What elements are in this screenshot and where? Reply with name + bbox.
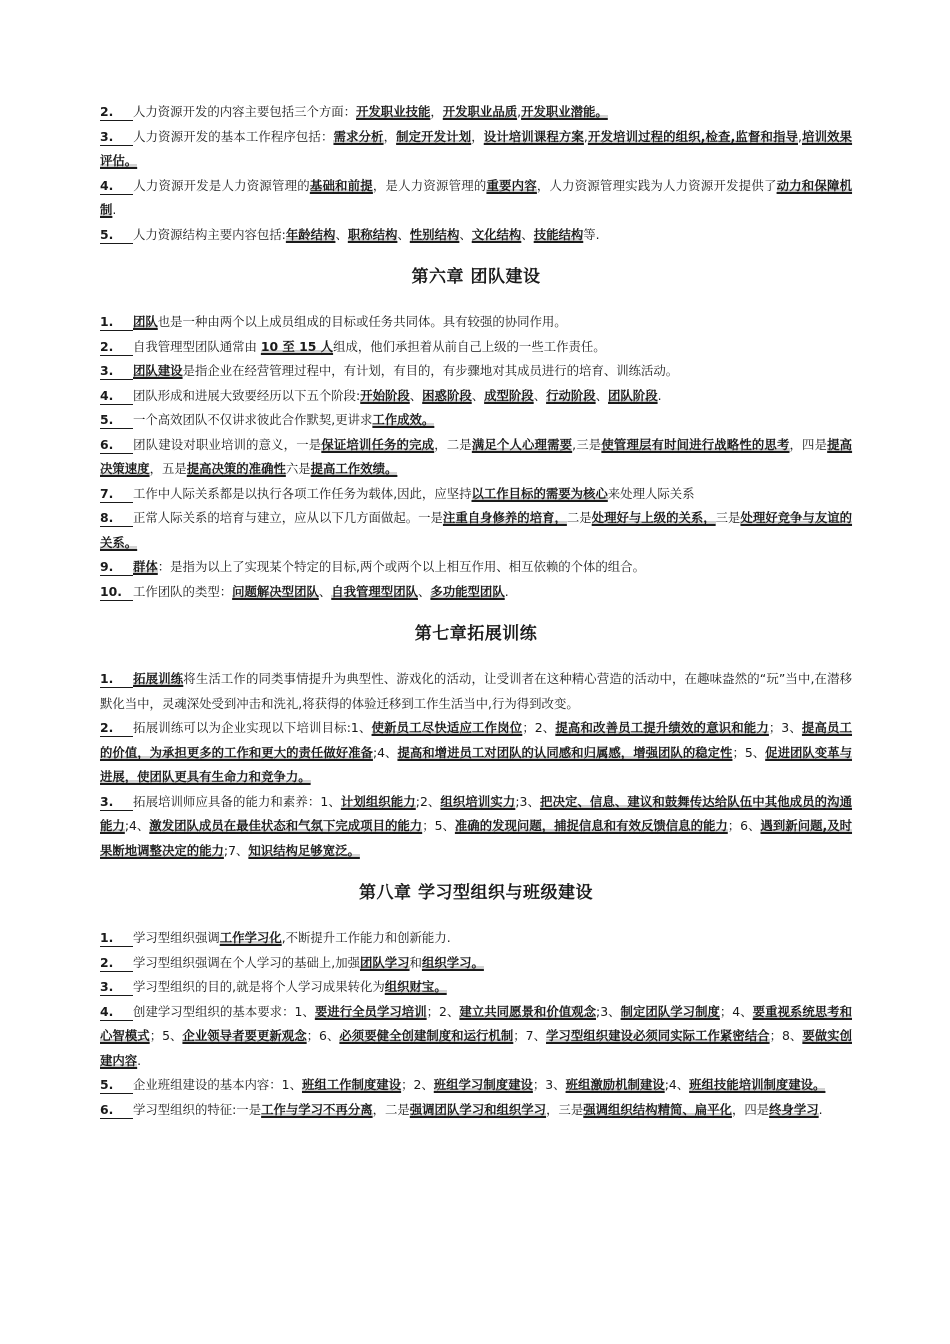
item-number: 3.	[100, 793, 133, 811]
item-number: 9.	[100, 558, 133, 576]
list-item	[100, 359, 852, 384]
item-text: 六是	[285, 461, 311, 476]
key-term: 组织学习。	[421, 954, 484, 970]
item-text: 团队形成和进展大致要经历以下五个阶段:	[133, 387, 361, 403]
item-text: ;7、	[223, 842, 249, 858]
key-term: 把决定、信息、建议和鼓舞传达给队伍中其他成员的沟通能力	[100, 793, 853, 833]
item-text: 自我管理型团队通常由	[133, 338, 261, 354]
key-term: 班组学习制度建设	[433, 1077, 533, 1092]
key-term: 基础和前提	[309, 177, 373, 193]
key-term: 工作与学习不再分离	[261, 1101, 373, 1117]
item-text: 、	[521, 226, 534, 242]
item-text: .	[504, 583, 509, 599]
item-text: 创建学习型组织的基本要求：1、	[133, 1003, 315, 1019]
key-term: 要进行全员学习培训	[314, 1003, 427, 1019]
key-term: 注重自身修养的培育，	[442, 510, 567, 525]
item-number: 6.	[100, 1101, 133, 1119]
list-item	[100, 951, 852, 976]
item-text: 、	[409, 387, 423, 403]
item-text: 是指企业在经营管理过程中，有计划，有目的，有步骤地对其成员进行的培育、训练活动。	[182, 363, 679, 378]
item-text: 、	[533, 387, 547, 403]
key-term: 团队学习	[359, 954, 410, 970]
key-term: 年龄结构	[285, 226, 336, 242]
item-text: ，是人力资源管理的	[372, 177, 487, 193]
item-text: 工作中人际关系都是以执行各项工作任务为载体,因此，应坚持	[133, 485, 472, 501]
item-text: ;4、	[664, 1077, 690, 1092]
key-term: 处理好与上级的关系，	[591, 510, 716, 525]
item-text: ：是指为以上了实现某个特定的目标,两个或两个以上相互作用、相互依赖的个体的组合。	[157, 559, 645, 574]
item-text: ,	[798, 128, 802, 144]
item-text: ;4、	[124, 818, 150, 833]
item-text: 工作团队的类型：	[133, 583, 233, 599]
item-text: 三是	[715, 510, 741, 525]
key-term: 困惑阶段	[422, 387, 472, 403]
key-term: 培训效果评估。	[100, 128, 853, 168]
chapter-title-8: 第八章 学习型组织与班级建设	[359, 883, 593, 903]
item-number: 1.	[100, 929, 133, 947]
item-text: 、	[335, 226, 348, 242]
item-text: ,三是	[572, 436, 602, 452]
item-text: ，	[471, 128, 484, 144]
key-term: 群体	[133, 559, 158, 574]
item-text: 、	[397, 226, 410, 242]
list-item	[100, 174, 852, 223]
item-number: 5.	[100, 226, 133, 244]
chapter-title-6: 第六章 团队建设	[411, 267, 541, 287]
item-number: 3.	[100, 362, 133, 380]
key-term: 动力和保障机制	[100, 177, 853, 217]
key-term: 组织培训实力	[440, 793, 516, 809]
item-number: 1.	[100, 670, 133, 688]
item-text: 来处理人际关系	[607, 485, 695, 501]
list-item	[100, 223, 852, 248]
item-text: ;3、	[596, 1003, 621, 1019]
item-text: ;3、	[515, 793, 540, 809]
key-term: 促进团队变革与进展，使团队更具有生命力和竞争力。	[100, 744, 853, 784]
list-item	[100, 926, 852, 951]
key-term: 性别结构	[409, 226, 460, 242]
document-content	[100, 100, 852, 1122]
item-text: ，四是	[731, 1101, 770, 1117]
item-text: ，四是	[789, 436, 828, 452]
key-term: 班组技能培训制度建设。	[689, 1077, 826, 1092]
item-text: ；2、	[401, 1077, 434, 1092]
item-text: 组成，他们承担着从前自己上级的一些工作责任。	[333, 338, 606, 354]
key-term: 设计培训课程方案	[483, 128, 584, 144]
key-term: 要重视系统思考和心智模式	[100, 1003, 852, 1043]
key-term: 技能结构	[533, 226, 584, 242]
list-item	[100, 580, 852, 605]
key-term: 终身学习	[769, 1101, 819, 1117]
key-term: 满足个人心理需要	[471, 436, 573, 452]
item-number: 6.	[100, 436, 133, 454]
item-text: ,	[583, 128, 588, 144]
item-text: ；3、	[532, 1077, 566, 1092]
item-number: 2.	[100, 338, 133, 356]
item-text: ；5、	[149, 1028, 183, 1043]
key-term: 使新员工尽快适应工作岗位	[371, 720, 523, 735]
item-number: 2.	[100, 103, 133, 121]
item-text: ,	[517, 104, 522, 119]
item-text: ，人力资源管理实践为人力资源开发提供了	[536, 177, 777, 193]
item-text: 也是一种由两个以上成员组成的目标或任务共同体。具有较强的协同作用。	[157, 314, 567, 329]
key-term: 团队	[133, 314, 158, 329]
item-text: 学习型组织的目的,就是将个人学习成果转化为	[133, 979, 385, 994]
key-term: 处理好竞争与友谊的关系。	[100, 510, 853, 550]
list-item	[100, 433, 852, 482]
key-term: 激发团队成员在最佳状态和气氛下完成项目的能力	[149, 818, 423, 833]
item-text: ，五是	[149, 461, 187, 476]
item-number: 4.	[100, 387, 133, 405]
key-term: 职称结构	[347, 226, 398, 242]
key-term: 提高和改善员工提升绩效的意识和能力	[555, 720, 769, 735]
key-term: 提高工作效绩。	[310, 461, 398, 476]
section-learning-organization	[100, 926, 852, 1122]
key-term: 工作学习化	[219, 930, 282, 945]
section-outward-bound-training	[100, 667, 852, 863]
item-number: 7.	[100, 485, 133, 503]
item-text: 、	[471, 387, 485, 403]
list-item	[100, 716, 852, 790]
key-term: 团队建设	[133, 363, 183, 378]
key-term: 开始阶段	[360, 387, 410, 403]
item-number: 2.	[100, 719, 133, 737]
key-term: 行动阶段	[546, 387, 596, 403]
item-text: .	[137, 1052, 142, 1068]
item-text: 学习型组织的特征:一是	[133, 1101, 262, 1117]
item-text: ；4、	[719, 1003, 753, 1019]
section-team-building	[100, 310, 852, 604]
item-text: ，二是	[372, 1101, 410, 1117]
item-text: 将生活工作的同类事情提升为典型性、游戏化的活动，让受训者在这种精心营造的活动中，在趣味盎然的“玩”当中,在潜移默化当中，灵魂深处受到冲击和洗礼,将获得的体验迁移到工作生活当中,行为得到改变。	[100, 671, 853, 711]
item-text: ，	[430, 104, 443, 119]
key-term: 组织财宝。	[384, 979, 447, 994]
list-item	[100, 555, 852, 580]
item-text: .	[818, 1101, 823, 1117]
key-term: 保证培训任务的完成	[321, 436, 435, 452]
key-term: 使管理层有时间进行战略性的思考	[601, 436, 790, 452]
item-number: 1.	[100, 313, 133, 331]
list-item	[100, 790, 852, 864]
item-text: ；5、	[422, 818, 455, 833]
item-text: 等.	[583, 226, 600, 242]
item-text: 正常人际关系的培育与建立，应从以下几方面做起。一是	[133, 510, 443, 525]
key-term: 准确的发现问题，捕捉信息和有效反馈信息的能力	[454, 818, 728, 833]
item-text: ;4、	[372, 744, 398, 760]
key-term: 必须要健全创建制度和运行机制	[339, 1028, 514, 1043]
item-text: 企业班组建设的基本内容：1、	[133, 1077, 302, 1092]
key-term: 强调组织结构精简、扁平化	[583, 1101, 732, 1117]
list-item	[100, 100, 852, 125]
key-term: 10 至 15 人	[260, 338, 334, 354]
item-text: ；6、	[727, 818, 761, 833]
item-text: 拓展训练可以为企业实现以下培训目标:1、	[133, 720, 372, 735]
key-term: 拓展训练	[133, 671, 184, 686]
item-number: 3.	[100, 978, 133, 996]
list-item	[100, 1073, 852, 1098]
key-term: 班组激励机制建设	[565, 1077, 665, 1092]
list-item	[100, 506, 852, 555]
item-text: ;2、	[415, 793, 441, 809]
key-term: 多功能型团队	[430, 583, 505, 599]
item-text: 人力资源结构主要内容包括:	[133, 226, 286, 242]
key-term: 提高员工的价值，为承担更多的工作和更大的责任做好准备	[100, 720, 853, 760]
item-text: 人力资源开发的基本工作程序包括：	[133, 128, 334, 144]
list-item	[100, 335, 852, 360]
list-item	[100, 975, 852, 1000]
section-hr-development	[100, 100, 852, 247]
item-text: .	[657, 387, 662, 403]
list-item	[100, 408, 852, 433]
item-text: ；7、	[513, 1028, 547, 1043]
item-number: 4.	[100, 177, 133, 195]
list-item	[100, 1000, 852, 1074]
item-text: ；2、	[426, 1003, 460, 1019]
key-term: 班组工作制度建设	[301, 1077, 402, 1092]
item-text: 和	[409, 954, 422, 970]
key-term: 提高决策速度	[100, 436, 853, 476]
item-text: ，	[383, 128, 397, 144]
key-term: 开发职业技能	[356, 104, 431, 119]
key-term: 学习型组织建设必须同实际工作紧密结合	[546, 1028, 770, 1043]
key-term: 工作成效。	[372, 412, 435, 427]
item-text: 、	[417, 583, 431, 599]
key-term: 制定团队学习制度	[620, 1003, 720, 1019]
item-text: ；2、	[522, 720, 556, 735]
key-term: 重要内容	[486, 177, 537, 193]
item-text: 人力资源开发是人力资源管理的	[133, 177, 310, 193]
item-text: 团队建设对职业培训的意义，一是	[133, 436, 322, 452]
list-item	[100, 125, 852, 174]
key-term: 文化结构	[471, 226, 522, 242]
item-text: ；5、	[732, 744, 766, 760]
item-text: 、	[595, 387, 609, 403]
key-term: 遇到新问题,及时果断地调整决定的能力	[100, 818, 853, 858]
item-number: 10.	[100, 583, 133, 601]
item-text: 二是	[566, 510, 592, 525]
list-item	[100, 482, 852, 507]
key-term: 建立共同愿景和价值观念	[459, 1003, 597, 1019]
item-text: 、	[318, 583, 332, 599]
item-text: .	[112, 202, 117, 217]
key-term: 制定开发计划	[396, 128, 472, 144]
key-term: 成型阶段	[484, 387, 534, 403]
key-term: 企业领导者要更新观念	[182, 1028, 307, 1043]
key-term: 开发培训过程的组织,检查,监督和指导	[587, 128, 799, 144]
item-text: 人力资源开发的内容主要包括三个方面：	[133, 104, 357, 119]
key-term: 团队阶段	[608, 387, 658, 403]
item-number: 5.	[100, 1076, 133, 1094]
item-text: 学习型组织强调	[133, 930, 220, 945]
key-term: 要做实创建内容	[100, 1028, 852, 1068]
item-text: ,不断提升工作能力和创新能力.	[281, 930, 451, 945]
key-term: 知识结构足够宽泛。	[248, 842, 360, 858]
item-number: 8.	[100, 509, 133, 527]
key-term: 以工作目标的需要为核心	[471, 485, 608, 501]
key-term: 自我管理型团队	[331, 583, 418, 599]
list-item	[100, 384, 852, 409]
list-item	[100, 667, 852, 716]
item-number: 3.	[100, 128, 133, 146]
key-term: 开发职业品质	[442, 104, 518, 119]
key-term: 计划组织能力	[340, 793, 416, 809]
list-item	[100, 310, 852, 335]
item-text: 学习型组织强调在个人学习的基础上,加强	[133, 954, 360, 970]
item-text: ；8、	[769, 1028, 803, 1043]
key-term: 提高和增进员工对团队的认同感和归属感，增强团队的稳定性	[397, 744, 733, 760]
item-number: 4.	[100, 1003, 133, 1021]
list-item	[100, 1098, 852, 1123]
item-text: 一个高效团队不仅讲求彼此合作默契,更讲求	[133, 412, 373, 427]
item-number: 5.	[100, 411, 133, 429]
item-text: 拓展培训师应具备的能力和素养：1、	[133, 793, 341, 809]
key-term: 需求分析	[333, 128, 384, 144]
item-number: 2.	[100, 954, 133, 972]
chapter-title-7: 第七章拓展训练	[414, 624, 538, 644]
key-term: 强调团队学习和组织学习	[409, 1101, 547, 1117]
key-term: 开发职业潜能。	[521, 104, 608, 119]
item-text: ；3、	[768, 720, 802, 735]
key-term: 提高决策的准确性	[186, 461, 286, 476]
item-text: ；6、	[306, 1028, 340, 1043]
item-text: ，二是	[434, 436, 472, 452]
key-term: 问题解决型团队	[232, 583, 319, 599]
item-text: 、	[459, 226, 472, 242]
item-text: ，三是	[546, 1101, 584, 1117]
